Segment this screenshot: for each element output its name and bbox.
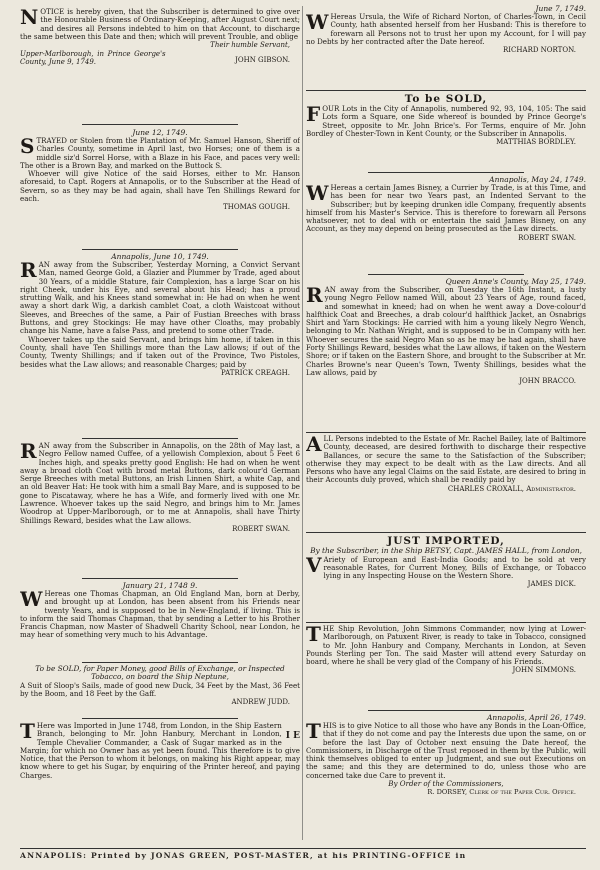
ad-text: OTICE is hereby given, that the Subscriber is determined to give over the Honourable Business of Ordinary-Keeping, after August Court next; and desires all Persons indebted to him on that Account, to discharge the same between this Date and then; which will prevent Trouble, and oblige [20, 8, 300, 41]
footer-rule [20, 848, 586, 849]
ad-signature: ROBERT SWAN. [518, 233, 576, 242]
drop-cap: W [20, 587, 43, 611]
ad-subheading: By the Subscriber, in the Ship BETSY, Capt. JAMES HALL, from London, [310, 546, 582, 555]
ad-heading: To be SOLD, for Paper Money, good Bills of Exchange, or Inspected Tobacco, on board the Ship Neptune, [35, 665, 285, 682]
separator [82, 249, 239, 250]
drop-cap: R [20, 442, 37, 463]
ad-date: June 12, 1749. [132, 128, 188, 137]
ad-date: Annapolis, June 10, 1749. [111, 252, 209, 261]
drop-cap: R [20, 258, 37, 282]
ad-text: TRAYED or Stolen from the Plantation of Mr. Samuel Hanson, Sheriff of Charles County, sometime in April last, two Horses; one of them is a middle siz'd Sorrel Horse, with a Blaze in his Face, and paces very well: The other is a Brown Bay, and marked on the Buttock S. [20, 136, 300, 170]
ad-signature: CHARLES CROXALL, Administrator. [447, 484, 576, 493]
bisney-servant-notice [306, 175, 586, 271]
margin-mark: I E [285, 731, 300, 741]
ad-text: Hereas a certain James Bisney, a Currier by Trade, is at this Time, and has been for near two Years past, an Indented Servant to the Subscriber; but by keeping drunken idle Company, frequently absents himself from his Master's Service. This is therefore to forewarn all Persons whatsoever, not to deal with or entertain the said James Bisney, on any Account, as they may depend on being prosecuted as the Law directs. [306, 183, 586, 234]
runaway-servant-ad [20, 252, 300, 436]
ad-text: Hereas one Thomas Chapman, an Old England Man, born at Derby, and brought up at London, has been absent from his Friends near twenty Years, and is supposed to be in New-England, if living. This is to inform the said Thomas Chapman, that by sending a Letter to his Brother Francis Chapman, now Master of Shadwell Charity School, near London, he may hear of something very much to his Advantage. [20, 589, 300, 640]
ad-signature: PATRICK CREAGH. [221, 368, 290, 377]
ad-text: AN away from the Subscriber, on Tuesday the 16th Instant, a lusty young Negro Fellow named Will, about 23 Years of Age, round faced, and somewhat in kneed; had on when he went away a Dove-colour'd halfthick Coat and Breeches, a drab colour'd halfthick Jacket, an Osnabrigs Shirt and Yarn Stockings: He carried with him a young likely Negro Wench, belonging to Mr. Nathan Wright, and is supposed to be in Company with her. Whoever secures the said Negro Man so as he may be had again, shall have Forty Shillings Reward, besides what the Law allows, if taken on the Western Shore; or if taken on the Eastern Shore, and brought to the Subscriber at Mr. Charles Browne's near Queen's Town, Twenty Shillings, besides what the Law allows, paid by [306, 285, 586, 377]
ad-text: LL Persons indebted to the Estate of Mr. Rachel Bailey, late of Baltimore County, deceased, are desired forthwith to discharge their respective Ballances, or secure the same to the Satisfaction of the Subscriber; otherwise they may expect to be dealt with as the Law directs. And all Persons who have any legal Claims on the said Estate, are desired to bring in their Accounts duly proved, which shall be readily paid by [306, 435, 586, 485]
separator [306, 432, 586, 433]
column-rule [302, 6, 303, 840]
ad-signature: RICHARD NORTON. [503, 46, 576, 55]
runaway-negro-ad [20, 442, 300, 576]
just-imported-ad [306, 535, 586, 619]
imprint-text: ANNAPOLIS: Printed by JONAS GREEN, POST-MASTER, at his PRINTING-OFFICE in [20, 851, 467, 860]
ad-text: AN away from the Subscriber in Annapolis, on the 28th of May last, a Negro Fellow named Cuffee, of a yellowish Complexion, about 5 Feet 6 Inches high, and speaks pretty good English: He had on when he went away a broad cloth Coat with broad metal Buttons, dark colour'd German Serge Breeches with metal Buttons, an Irish Linnen Shirt, a white Cap, and an old Beaver Hat: He took with him a small Bay Mare, and is supposed to be gone to Piscataway, where he has a Wife, and formerly lived with one Mr. Lawrence. Whoever takes up the said Negro, and brings him to Mr. James Woodrop at Upper-Marlborough, or to me at Annapolis, shall have Thirty Shillings Reward, besides what the Law allows. [20, 442, 300, 525]
runaway-will-ad [306, 277, 586, 429]
printer-imprint [20, 850, 586, 864]
ad-heading: JUST IMPORTED, [387, 535, 505, 547]
separator [82, 438, 239, 439]
ship-revolution-ad [306, 625, 586, 707]
separator [306, 532, 586, 533]
separator [368, 274, 525, 275]
drop-cap: T [20, 722, 35, 743]
ad-signature: JOHN GIBSON. [235, 55, 290, 64]
ad-text-2: By Order of the Commissioners, [388, 779, 504, 789]
ad-signature: THOMAS GOUGH. [223, 203, 290, 212]
separator [82, 662, 239, 663]
norton-notice [306, 4, 586, 86]
separator [306, 622, 586, 623]
ad-date: Queen Anne's County, May 25, 1749. [445, 277, 586, 286]
ad-signature: JOHN SIMMONS. [512, 666, 576, 675]
drop-cap: V [306, 552, 322, 577]
drop-cap: W [306, 181, 329, 205]
ad-text: Hereas Ursula, the Wife of Richard Norton, of Charles-Town, in Cecil County, hath absented herself from her Husband: This is therefore to forewarn all Persons not to trust her upon my Account, for I will pay no Debts by her contracted after the Date hereof. [306, 12, 586, 46]
drop-cap: A [306, 435, 322, 456]
ad-text-2: Whoever will give Notice of the said Horses, either to Mr. Hanson aforesaid, to Capt. Rogers at Annapolis, or to the Subscriber at the Head of Severn, so as they may be had again, shall have Ten Shillings Reward for each. [20, 169, 300, 204]
sloop-sails-ad [20, 665, 300, 715]
ad-text: HE Ship Revolution, John Simmons Commander, now lying at Lower-Marlborough, on Patuxent River, is ready to take in Tobacco, consigned to Mr. John Hanbury and Company, Merchants in London, at Seven Pounds Sterling per Ton. The said Master will attend every Saturday on board, where he shall be very glad of the Company of his Friends. [306, 625, 586, 667]
separator [82, 718, 239, 719]
ad-text: A Suit of Sloop's Sails, made of good new Duck, 34 Feet by the Mast, 36 Feet by the Boom, and 18 Feet by the Gaff. [20, 680, 300, 698]
ad-text: HIS is to give Notice to all those who have any Bonds in the Loan-Office, that if they do not come and pay the Interests due upon the same, on or before the last Day of October next ensuing the Date hereof, the Commissioners, in Discharge of the Trust reposed in them by the Public, will think themselves obliged to enter up Judgment, and sue out Executions on the same; and this they are determined to do, unless those who are concerned take due Care to prevent it. [306, 721, 586, 780]
ad-place: Upper-Marlborough, in Prince George's County, June 9, 1749. [20, 49, 166, 67]
ad-signature: ANDREW JUDD. [231, 698, 290, 707]
ad-date: Annapolis, May 24, 1749. [489, 175, 586, 184]
chapman-notice [20, 581, 300, 659]
drop-cap: N [20, 8, 39, 29]
ad-closing: Their humble Servant, [210, 41, 290, 50]
separator [368, 172, 525, 173]
separator [82, 124, 239, 125]
ad-text: OUR Lots in the City of Annapolis, numbered 92, 93, 104, 105: The said Lots form a Square, one Side whereof is bounded by Prince George's Street, opposite to Mr. John Brice's. For Terms, enquire of Mr. John Bordley of Chester-Town in Kent County, or the Subscriber in Annapolis. [306, 104, 586, 138]
separator [306, 90, 586, 91]
separator [368, 710, 525, 711]
drop-cap: T [306, 719, 321, 743]
ad-text: AN away from the Subscriber, Yesterday Morning, a Convict Servant Man, named George Gold, a Glazier and Plummer by Trade, aged about 30 Years, of a middle Stature, fair Complexion, has a large Scar on his right Cheek, under his Eye, and several about his Head; has a proud strutting Walk, and his Knees stand somewhat in: He had on when he went away a short dark Wig, a darkish camblet Coat, a cloth Waistcoat without Sleeves, and Breeches of the same, a Pair of Fustian Breeches with brass Buttons, and grey Stockings: He may have other Cloaths, may probably change his Name, have a false Pass, and pretend to some other Trade. [20, 260, 300, 336]
ad-date: June 7, 1749. [535, 4, 586, 13]
notice-ordinary-keeping [20, 8, 300, 120]
ad-text: Ariety of European and East-India Goods; and to be sold at very reasonable Rates, for Current Money, Bills of Exchange, or Tobacco lying in any Inspecting House on the Western Shore. [323, 554, 586, 581]
ad-date: January 21, 1748 9. [122, 581, 198, 590]
ad-signature: ROBERT SWAN. [232, 524, 290, 533]
drop-cap: S [20, 134, 35, 158]
ad-signature: JOHN BRACCO. [519, 377, 576, 386]
ad-signature: R. DORSEY, Clerk of the Paper Cur. Office. [427, 788, 576, 797]
ad-text-2: Whoever takes up the said Servant, and brings him home, if taken in this County, shall have Ten Shillings more than the Law allows; if out of the County, Twenty Shillings; and if taken out of the Province, Two Pistoles, besides what the Law allows; and reasonable Charges; paid by [20, 334, 300, 369]
drop-cap: R [306, 283, 323, 307]
separator [82, 578, 239, 579]
bailey-estate-notice [306, 435, 586, 529]
ad-signature: JAMES DICK. [527, 580, 576, 589]
drop-cap: F [306, 102, 321, 126]
loan-office-notice [306, 713, 586, 846]
drop-cap: T [306, 625, 321, 646]
ad-text: Here was Imported in June 1748, from London, in the Ship Eastern Branch, belonging to Mr. John Hanbury, Merchant in London, Temple Chevalier Commander, a Cask of Sugar marked as in the Margin; for which no Owner has as yet been found. This therefore is to give Notice, that the Person to whom it belongs, on making his Right appear, may know where to get his Sugar, by enquiring of the Printer hereof, and paying Charges. [20, 722, 300, 780]
ad-heading: To be SOLD, [404, 93, 488, 105]
drop-cap: W [306, 10, 329, 34]
strayed-horses-ad [20, 128, 300, 246]
cask-of-sugar-ad [20, 722, 300, 846]
ad-signature: MATTHIAS BORDLEY. [496, 138, 576, 147]
ad-date: Annapolis, April 26, 1749. [486, 713, 586, 722]
lots-for-sale-ad [306, 93, 586, 169]
